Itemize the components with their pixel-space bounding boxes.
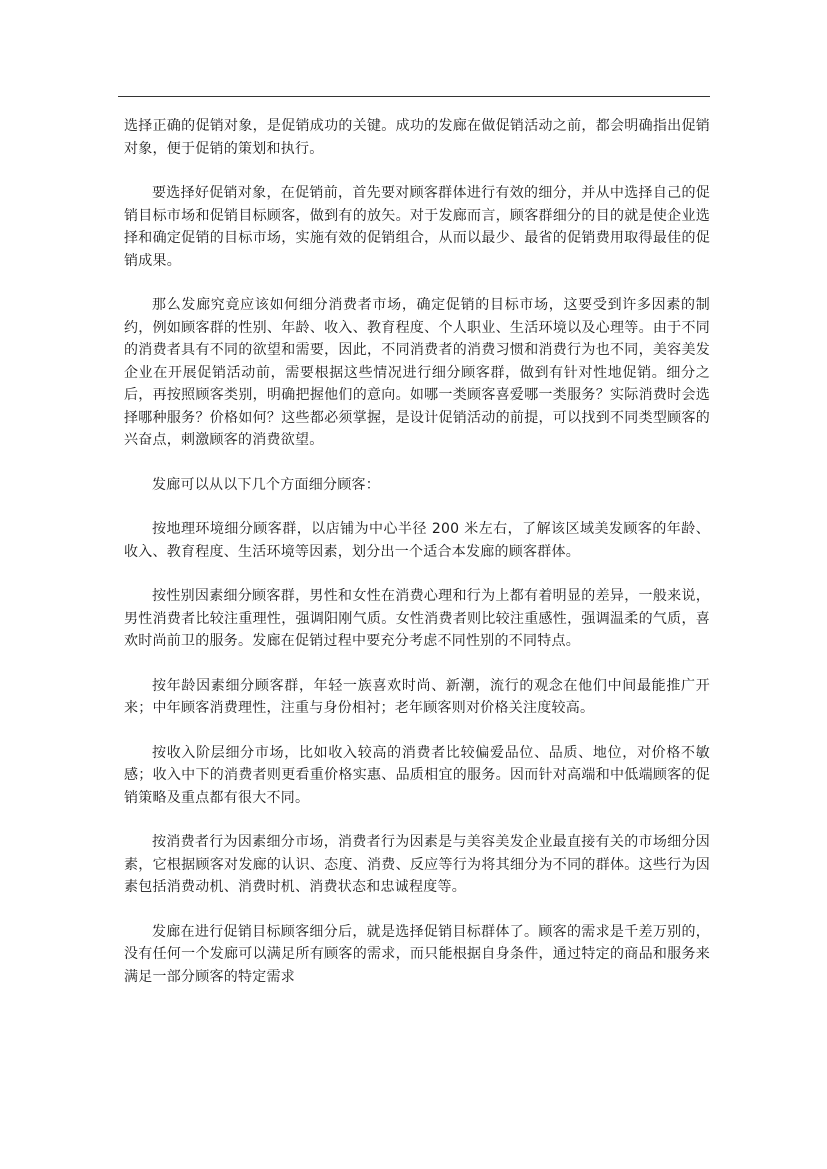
paragraph-9: 按消费者行为因素细分市场，消费者行为因素是与美容美发企业最直接有关的市场细分因素，它根据顾客对发廊的认识、态度、消费、反应等行为将其细分为不同的群体。这些行为因素包括消费动机、消费时机、消费状态和忠诚程度等。 [124, 834, 710, 895]
paragraph-4: 发廊可以从以下几个方面细分顾客： [152, 476, 380, 493]
paragraph-7: 按年龄因素细分顾客群，年轻一族喜欢时尚、新潮，流行的观念在他们中间最能推广开来；中年顾客消费理性，注重与身份相衬；老年顾客则对价格关注度较高。 [124, 677, 710, 716]
paragraph-1: 选择正确的促销对象，是促销成功的关键。成功的发廊在做促销活动之前，都会明确指出促销对象，便于促销的策划和执行。 [124, 118, 710, 157]
paragraph-3: 那么发廊究竟应该如何细分消费者市场，确定促销的目标市场，这要受到许多因素的制约，例如顾客群的性别、年龄、收入、教育程度、个人职业、生活环境以及心理等。由于不同的消费者具有不同的欲望和需要，因此，不同消费者的消费习惯和消费行为也不同，美容美发企业在开展促销活动前，需要根据这些情况进行细分顾客群，做到有针对性地促销。细分之后，再按照顾客类别，明确把握他们的意向。如哪一类顾客喜爱哪一类服务？实际消费时会选择哪种服务？价格如何？这些都必须掌握，是设计促销活动的前提，可以找到不同类型顾客的兴奋点，刺激顾客的消费欲望。 [124, 297, 710, 448]
paragraph-10: 发廊在进行促销目标顾客细分后，就是选择促销目标群体了。顾客的需求是千差万别的，没有任何一个发廊可以满足所有顾客的需求，而只能根据自身条件，通过特定的商品和服务来满足一部分顾客的特定需求 [124, 923, 710, 985]
paragraph-8: 按收入阶层细分市场，比如收入较高的消费者比较偏爱品位、品质、地位，对价格不敏感；收入中下的消费者则更看重价格实惠、品质相宜的服务。因而针对高端和中低端顾客的促销策略及重点都有很大不同。 [124, 744, 710, 806]
paragraph-2: 要选择好促销对象，在促销前，首先要对顾客群体进行有效的细分，并从中选择自己的促销目标市场和促销目标顾客，做到有的放矢。对于发廊而言，顾客群细分的目的就是使企业选择和确定促销的目标市场，实施有效的促销组合，从而以最少、最省的促销费用取得最佳的促销成果。 [124, 185, 710, 269]
document-body [124, 115, 710, 1010]
paragraph-5: 按地理环境细分顾客群，以店铺为中心半径 200 米左右，了解该区域美发顾客的年龄、收入、教育程度、生活环境等因素，划分出一个适合本发廊的顾客群体。 [124, 521, 710, 560]
header-rule [118, 96, 710, 97]
paragraph-6: 按性别因素细分顾客群，男性和女性在消费心理和行为上都有着明显的差异，一般来说，男性消费者比较注重理性，强调阳刚气质。女性消费者则比较注重感性，强调温柔的气质，喜欢时尚前卫的服务。发廊在促销过程中要充分考虑不同性别的不同特点。 [124, 588, 710, 649]
